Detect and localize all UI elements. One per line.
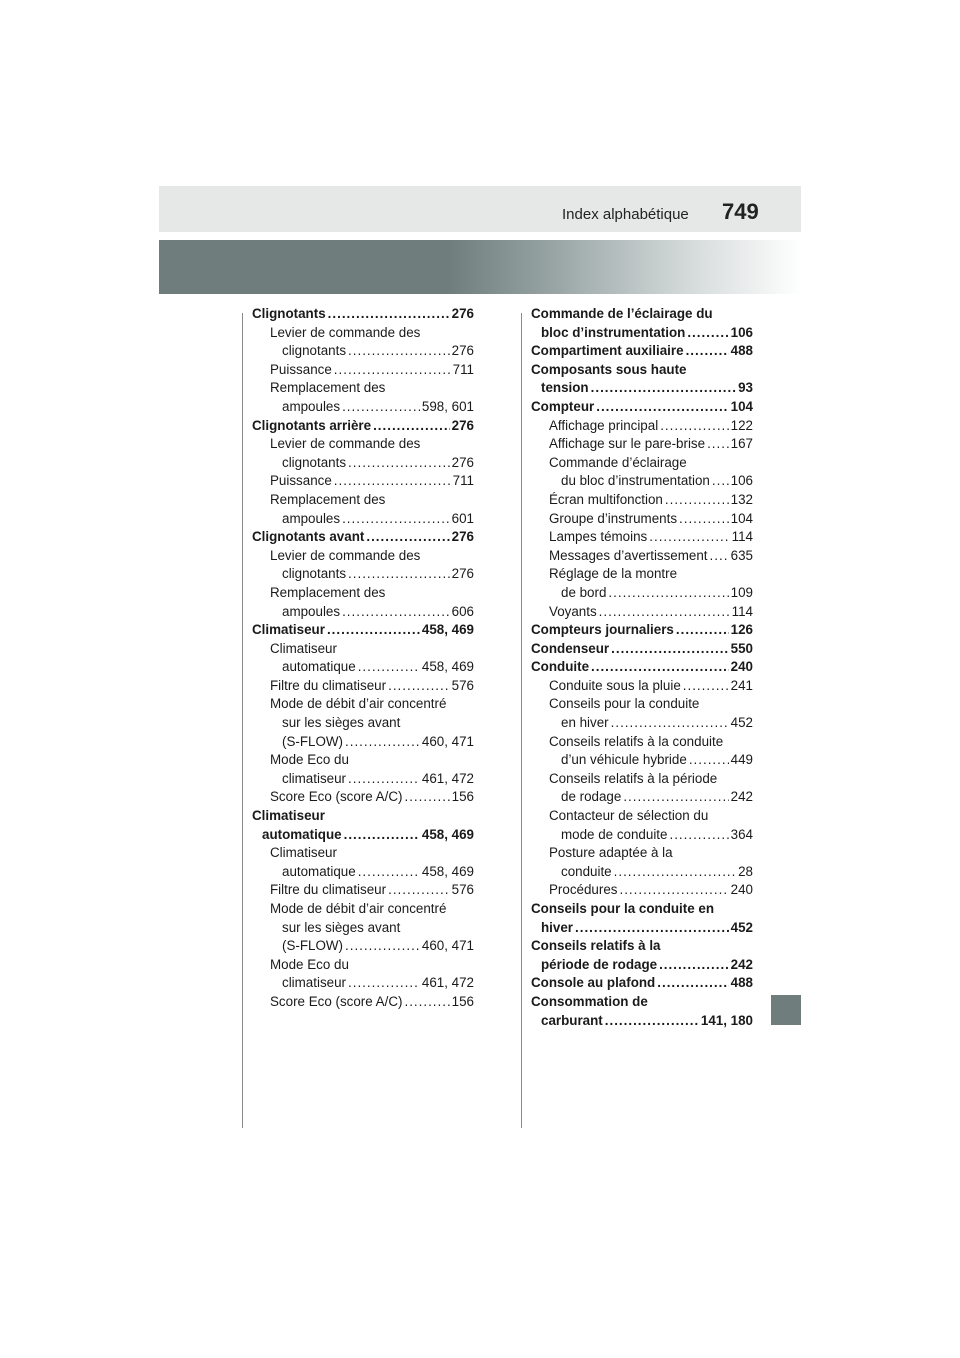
index-entry-text: sur les sièges avant xyxy=(282,715,401,731)
dot-leader xyxy=(596,398,728,417)
index-entry-text: hiver xyxy=(541,919,574,935)
index-entry-text: Réglage de la montre xyxy=(549,566,678,582)
dot-leader xyxy=(342,603,450,622)
dot-leader xyxy=(358,863,420,882)
index-entry xyxy=(531,510,753,529)
index-entry-page: 606 xyxy=(451,603,474,619)
index-entry-text: Affichage sur le pare-brise xyxy=(549,436,706,452)
dot-leader xyxy=(342,398,420,417)
index-entry xyxy=(252,324,474,343)
index-entry-text: automatique xyxy=(282,659,356,675)
index-entry-page: 460, 471 xyxy=(421,733,474,749)
dot-leader xyxy=(345,937,420,956)
dot-leader xyxy=(686,342,729,361)
index-entry xyxy=(252,342,474,361)
index-entry xyxy=(531,603,753,622)
index-entry-text: Groupe d’instruments xyxy=(549,510,678,526)
index-entry xyxy=(531,733,753,752)
index-entry xyxy=(531,324,753,343)
index-entry-text: Composants sous haute xyxy=(531,361,687,377)
index-entry xyxy=(252,844,474,863)
page-number: 749 xyxy=(722,199,759,224)
index-entry-page: 141, 180 xyxy=(700,1012,753,1028)
dot-leader xyxy=(605,1012,699,1031)
index-entry xyxy=(531,863,753,882)
index-entry xyxy=(531,361,753,380)
index-entry xyxy=(252,733,474,752)
index-entry xyxy=(252,547,474,566)
index-entry-text: Commande de l’éclairage du xyxy=(531,306,713,321)
index-column-right xyxy=(531,305,753,1030)
index-entry xyxy=(531,342,753,361)
index-entry xyxy=(531,974,753,993)
index-entry xyxy=(531,547,753,566)
index-entry-text: ampoules xyxy=(282,603,341,619)
index-entry xyxy=(531,528,753,547)
index-entry-text: ampoules xyxy=(282,398,341,414)
index-entry xyxy=(252,900,474,919)
index-entry-page: 458, 469 xyxy=(421,659,474,675)
index-entry xyxy=(252,658,474,677)
index-entry xyxy=(252,361,474,380)
index-entry-text: Messages d’avertissement xyxy=(549,547,708,563)
index-entry-text: Clignotants arrière xyxy=(252,417,372,433)
index-entry-text: Posture adaptée à la xyxy=(549,845,673,861)
left-column-rule xyxy=(242,313,243,1128)
index-entry-text: Puissance xyxy=(270,361,332,377)
index-entry-text: Mode Eco du xyxy=(270,956,349,972)
index-entry xyxy=(531,640,753,659)
header-gradient-band xyxy=(159,240,801,294)
index-entry-text: bloc d’instrumentation xyxy=(541,324,686,340)
index-entry-text: Climatiseur xyxy=(252,808,325,824)
dot-leader xyxy=(358,658,420,677)
index-entry xyxy=(531,919,753,938)
index-entry xyxy=(252,807,474,826)
index-entry-text: Lampes témoins xyxy=(549,529,648,545)
dot-leader xyxy=(591,379,736,398)
index-entry xyxy=(252,621,474,640)
dot-leader xyxy=(344,826,420,845)
dot-leader xyxy=(659,956,729,975)
index-entry-text: période de rodage xyxy=(541,956,658,972)
index-entry xyxy=(531,435,753,454)
index-entry xyxy=(252,417,474,436)
index-entry-page: 488 xyxy=(730,975,753,991)
index-entry-text: Condenseur xyxy=(531,640,610,656)
index-entry xyxy=(531,398,753,417)
index-entry-text: du bloc d’instrumentation xyxy=(561,473,710,489)
index-entry xyxy=(252,305,474,324)
index-entry-text: tension xyxy=(541,380,589,396)
index-entry-text: climatiseur xyxy=(282,770,346,786)
index-entry-text: Affichage principal xyxy=(549,417,659,433)
dot-leader xyxy=(599,603,730,622)
index-entry xyxy=(531,472,753,491)
dot-leader xyxy=(660,417,728,436)
index-entry-text: Conduite xyxy=(531,659,590,675)
dot-leader xyxy=(676,621,729,640)
dot-leader xyxy=(366,528,449,547)
index-entry-text: Puissance xyxy=(270,473,332,489)
index-entry xyxy=(531,379,753,398)
index-entry-page: 276 xyxy=(451,454,474,470)
index-entry xyxy=(252,695,474,714)
index-entry-text: Filtre du climatiseur xyxy=(270,677,387,693)
index-entry-text: Compartiment auxiliaire xyxy=(531,343,684,359)
dot-leader xyxy=(679,510,729,529)
dot-leader xyxy=(712,472,729,491)
index-entry xyxy=(252,379,474,398)
dot-leader xyxy=(669,826,728,845)
index-entry-text: Remplacement des xyxy=(270,491,386,507)
dot-leader xyxy=(687,324,728,343)
dot-leader xyxy=(373,417,450,436)
index-entry-text: Compteur xyxy=(531,398,595,414)
index-entry xyxy=(252,454,474,473)
index-entry-page: 132 xyxy=(730,491,753,507)
index-entry-page: 601 xyxy=(451,510,474,526)
index-entry-page: 461, 472 xyxy=(421,975,474,991)
dot-leader xyxy=(619,881,728,900)
index-entry-text: (S-FLOW) xyxy=(282,938,343,954)
dot-leader xyxy=(328,305,450,324)
dot-leader xyxy=(614,863,736,882)
dot-leader xyxy=(348,770,420,789)
index-entry-text: Climatiseur xyxy=(270,640,337,656)
dot-leader xyxy=(388,677,450,696)
index-entry-text: Clignotants xyxy=(252,306,326,321)
index-entry-page: 156 xyxy=(451,993,474,1009)
index-entry-page: 635 xyxy=(730,547,753,563)
index-entry-text: Compteurs journaliers xyxy=(531,622,674,638)
dot-leader xyxy=(348,974,420,993)
index-entry-page: 242 xyxy=(730,956,753,972)
index-entry-text: Levier de commande des xyxy=(270,436,421,452)
index-entry-page: 460, 471 xyxy=(421,938,474,954)
index-entry xyxy=(531,677,753,696)
index-entry-page: 114 xyxy=(731,603,753,619)
index-entry-text: Score Eco (score A/C) xyxy=(270,993,403,1009)
index-entry xyxy=(252,788,474,807)
dot-leader xyxy=(611,640,729,659)
index-entry xyxy=(531,881,753,900)
index-entry xyxy=(252,435,474,454)
index-column-left xyxy=(252,305,474,1012)
index-entry xyxy=(252,974,474,993)
dot-leader xyxy=(657,974,728,993)
index-entry-text: de rodage xyxy=(561,789,622,805)
index-entry xyxy=(252,640,474,659)
index-entry xyxy=(531,993,753,1012)
index-entry xyxy=(252,472,474,491)
index-entry xyxy=(252,751,474,770)
index-entry-text: Climatiseur xyxy=(270,845,337,861)
index-entry xyxy=(531,584,753,603)
index-entry-page: 241 xyxy=(730,677,753,693)
index-entry-text: en hiver xyxy=(561,715,609,731)
index-entry xyxy=(531,900,753,919)
dot-leader xyxy=(348,342,450,361)
dot-leader xyxy=(623,788,728,807)
index-entry-page: 449 xyxy=(730,752,753,768)
index-entry-page: 109 xyxy=(730,584,753,600)
index-entry-page: 276 xyxy=(451,417,474,433)
index-entry xyxy=(252,863,474,882)
index-entry-text: Conseils pour la conduite xyxy=(549,696,700,712)
dot-leader xyxy=(388,881,450,900)
index-entry xyxy=(252,826,474,845)
index-entry-text: Contacteur de sélection du xyxy=(549,808,709,824)
index-entry-text: Conseils pour la conduite en xyxy=(531,901,715,916)
index-entry-page: 276 xyxy=(451,529,474,545)
index-entry-page: 550 xyxy=(730,640,753,656)
index-entry-text: automatique xyxy=(282,863,356,879)
index-entry xyxy=(531,714,753,733)
index-entry-page: 576 xyxy=(451,882,474,898)
index-entry xyxy=(531,844,753,863)
index-entry-text: Console au plafond xyxy=(531,975,656,991)
index-entry-text: Climatiseur xyxy=(252,622,325,638)
index-entry-text: Mode Eco du xyxy=(270,752,349,768)
index-entry xyxy=(252,677,474,696)
index-entry xyxy=(531,565,753,584)
index-entry-text: sur les sièges avant xyxy=(282,919,401,935)
index-entry xyxy=(531,658,753,677)
dot-leader xyxy=(334,361,451,380)
dot-leader xyxy=(345,733,420,752)
dot-leader xyxy=(348,454,450,473)
index-entry xyxy=(252,937,474,956)
index-entry-page: 711 xyxy=(452,473,474,489)
index-entry-page: 364 xyxy=(730,826,753,842)
index-entry-page: 461, 472 xyxy=(421,770,474,786)
dot-leader xyxy=(334,472,451,491)
index-entry xyxy=(531,621,753,640)
index-entry xyxy=(531,751,753,770)
dot-leader xyxy=(404,788,449,807)
index-entry xyxy=(531,770,753,789)
index-entry-page: 104 xyxy=(730,510,753,526)
dot-leader xyxy=(710,547,729,566)
index-entry-page: 104 xyxy=(730,398,753,414)
index-entry-text: Voyants xyxy=(549,603,597,619)
index-entry xyxy=(531,1012,753,1031)
index-entry xyxy=(531,417,753,436)
index-entry-page: 167 xyxy=(730,436,753,452)
page-header xyxy=(159,186,801,232)
index-entry-text: Filtre du climatiseur xyxy=(270,882,387,898)
index-entry xyxy=(252,565,474,584)
index-entry xyxy=(252,770,474,789)
index-entry xyxy=(531,454,753,473)
index-entry-text: clignotants xyxy=(282,454,347,470)
index-entry xyxy=(252,956,474,975)
dot-leader xyxy=(327,621,420,640)
index-entry xyxy=(531,695,753,714)
index-entry-text: clignotants xyxy=(282,566,347,582)
index-entry-text: Conseils relatifs à la xyxy=(531,938,661,954)
index-entry-text: Écran multifonction xyxy=(549,491,663,507)
index-entry-page: 276 xyxy=(451,566,474,582)
index-entry-page: 106 xyxy=(730,473,753,489)
dot-leader xyxy=(689,751,729,770)
index-entry xyxy=(252,510,474,529)
index-entry-page: 488 xyxy=(730,343,753,359)
index-entry-text: Consommation de xyxy=(531,993,648,1009)
index-entry-page: 240 xyxy=(730,659,753,675)
middle-column-rule xyxy=(521,313,522,1128)
index-entry xyxy=(252,584,474,603)
index-entry-text: (S-FLOW) xyxy=(282,733,343,749)
index-entry-text: climatiseur xyxy=(282,975,346,991)
index-entry-page: 458, 469 xyxy=(421,826,474,842)
index-entry-page: 458, 469 xyxy=(421,622,474,638)
index-entry-text: Conduite sous la pluie xyxy=(549,677,681,693)
dot-leader xyxy=(649,528,729,547)
index-entry-page: 276 xyxy=(451,343,474,359)
index-entry xyxy=(252,528,474,547)
dot-leader xyxy=(575,919,729,938)
index-entry xyxy=(252,491,474,510)
index-entry xyxy=(531,305,753,324)
index-entry-text: Mode de débit d’air concentré xyxy=(270,901,447,916)
index-entry-page: 452 xyxy=(730,919,753,935)
index-entry xyxy=(531,491,753,510)
index-entry-page: 711 xyxy=(452,361,474,377)
index-entry xyxy=(252,603,474,622)
index-entry-text: Conseils relatifs à la conduite xyxy=(549,733,724,749)
index-entry-text: conduite xyxy=(561,863,612,879)
index-entry xyxy=(252,881,474,900)
dot-leader xyxy=(591,658,729,677)
index-entry-page: 458, 469 xyxy=(421,863,474,879)
index-entry-text: Commande d’éclairage xyxy=(549,454,687,470)
index-entry-text: Conseils relatifs à la période xyxy=(549,770,718,786)
index-entry-page: 452 xyxy=(730,715,753,731)
index-entry-text: Levier de commande des xyxy=(270,547,421,563)
dot-leader xyxy=(608,584,728,603)
index-entry-page: 240 xyxy=(730,882,753,898)
index-entry-page: 126 xyxy=(730,622,753,638)
index-entry-page: 106 xyxy=(730,324,753,340)
index-entry-text: de bord xyxy=(561,584,607,600)
index-entry-text: carburant xyxy=(541,1012,603,1028)
index-entry xyxy=(531,937,753,956)
index-entry-page: 598, 601 xyxy=(421,398,474,414)
index-entry xyxy=(252,398,474,417)
index-entry-page: 242 xyxy=(730,789,753,805)
index-entry-text: Score Eco (score A/C) xyxy=(270,789,403,805)
index-entry xyxy=(531,826,753,845)
index-entry-page: 122 xyxy=(730,417,753,433)
dot-leader xyxy=(683,677,729,696)
index-entry-text: Remplacement des xyxy=(270,584,386,600)
section-title: Index alphabétique xyxy=(562,206,689,223)
index-entry-page: 93 xyxy=(738,380,753,396)
dot-leader xyxy=(342,510,450,529)
index-entry-text: Procédures xyxy=(549,882,618,898)
index-entry-page: 114 xyxy=(731,529,753,545)
index-entry-text: clignotants xyxy=(282,343,347,359)
index-entry-text: Mode de débit d’air concentré xyxy=(270,696,447,712)
index-entry-text: Clignotants avant xyxy=(252,529,365,545)
index-entry-page: 276 xyxy=(451,306,474,321)
index-entry-text: mode de conduite xyxy=(561,826,668,842)
index-entry xyxy=(531,788,753,807)
index-entry xyxy=(531,956,753,975)
dot-leader xyxy=(348,565,450,584)
thumb-index-tab xyxy=(771,995,801,1025)
index-entry-page: 156 xyxy=(451,789,474,805)
index-entry-page: 28 xyxy=(738,863,753,879)
dot-leader xyxy=(611,714,729,733)
index-entry-page: 576 xyxy=(451,677,474,693)
index-entry xyxy=(531,807,753,826)
index-entry xyxy=(252,993,474,1012)
dot-leader xyxy=(707,435,729,454)
index-entry xyxy=(252,714,474,733)
index-entry-text: ampoules xyxy=(282,510,341,526)
index-entry xyxy=(252,919,474,938)
index-entry-text: automatique xyxy=(262,826,342,842)
index-entry-text: Levier de commande des xyxy=(270,324,421,340)
dot-leader xyxy=(665,491,729,510)
index-entry-text: Remplacement des xyxy=(270,380,386,396)
index-entry-text: d’un véhicule hybride xyxy=(561,752,687,768)
dot-leader xyxy=(404,993,449,1012)
